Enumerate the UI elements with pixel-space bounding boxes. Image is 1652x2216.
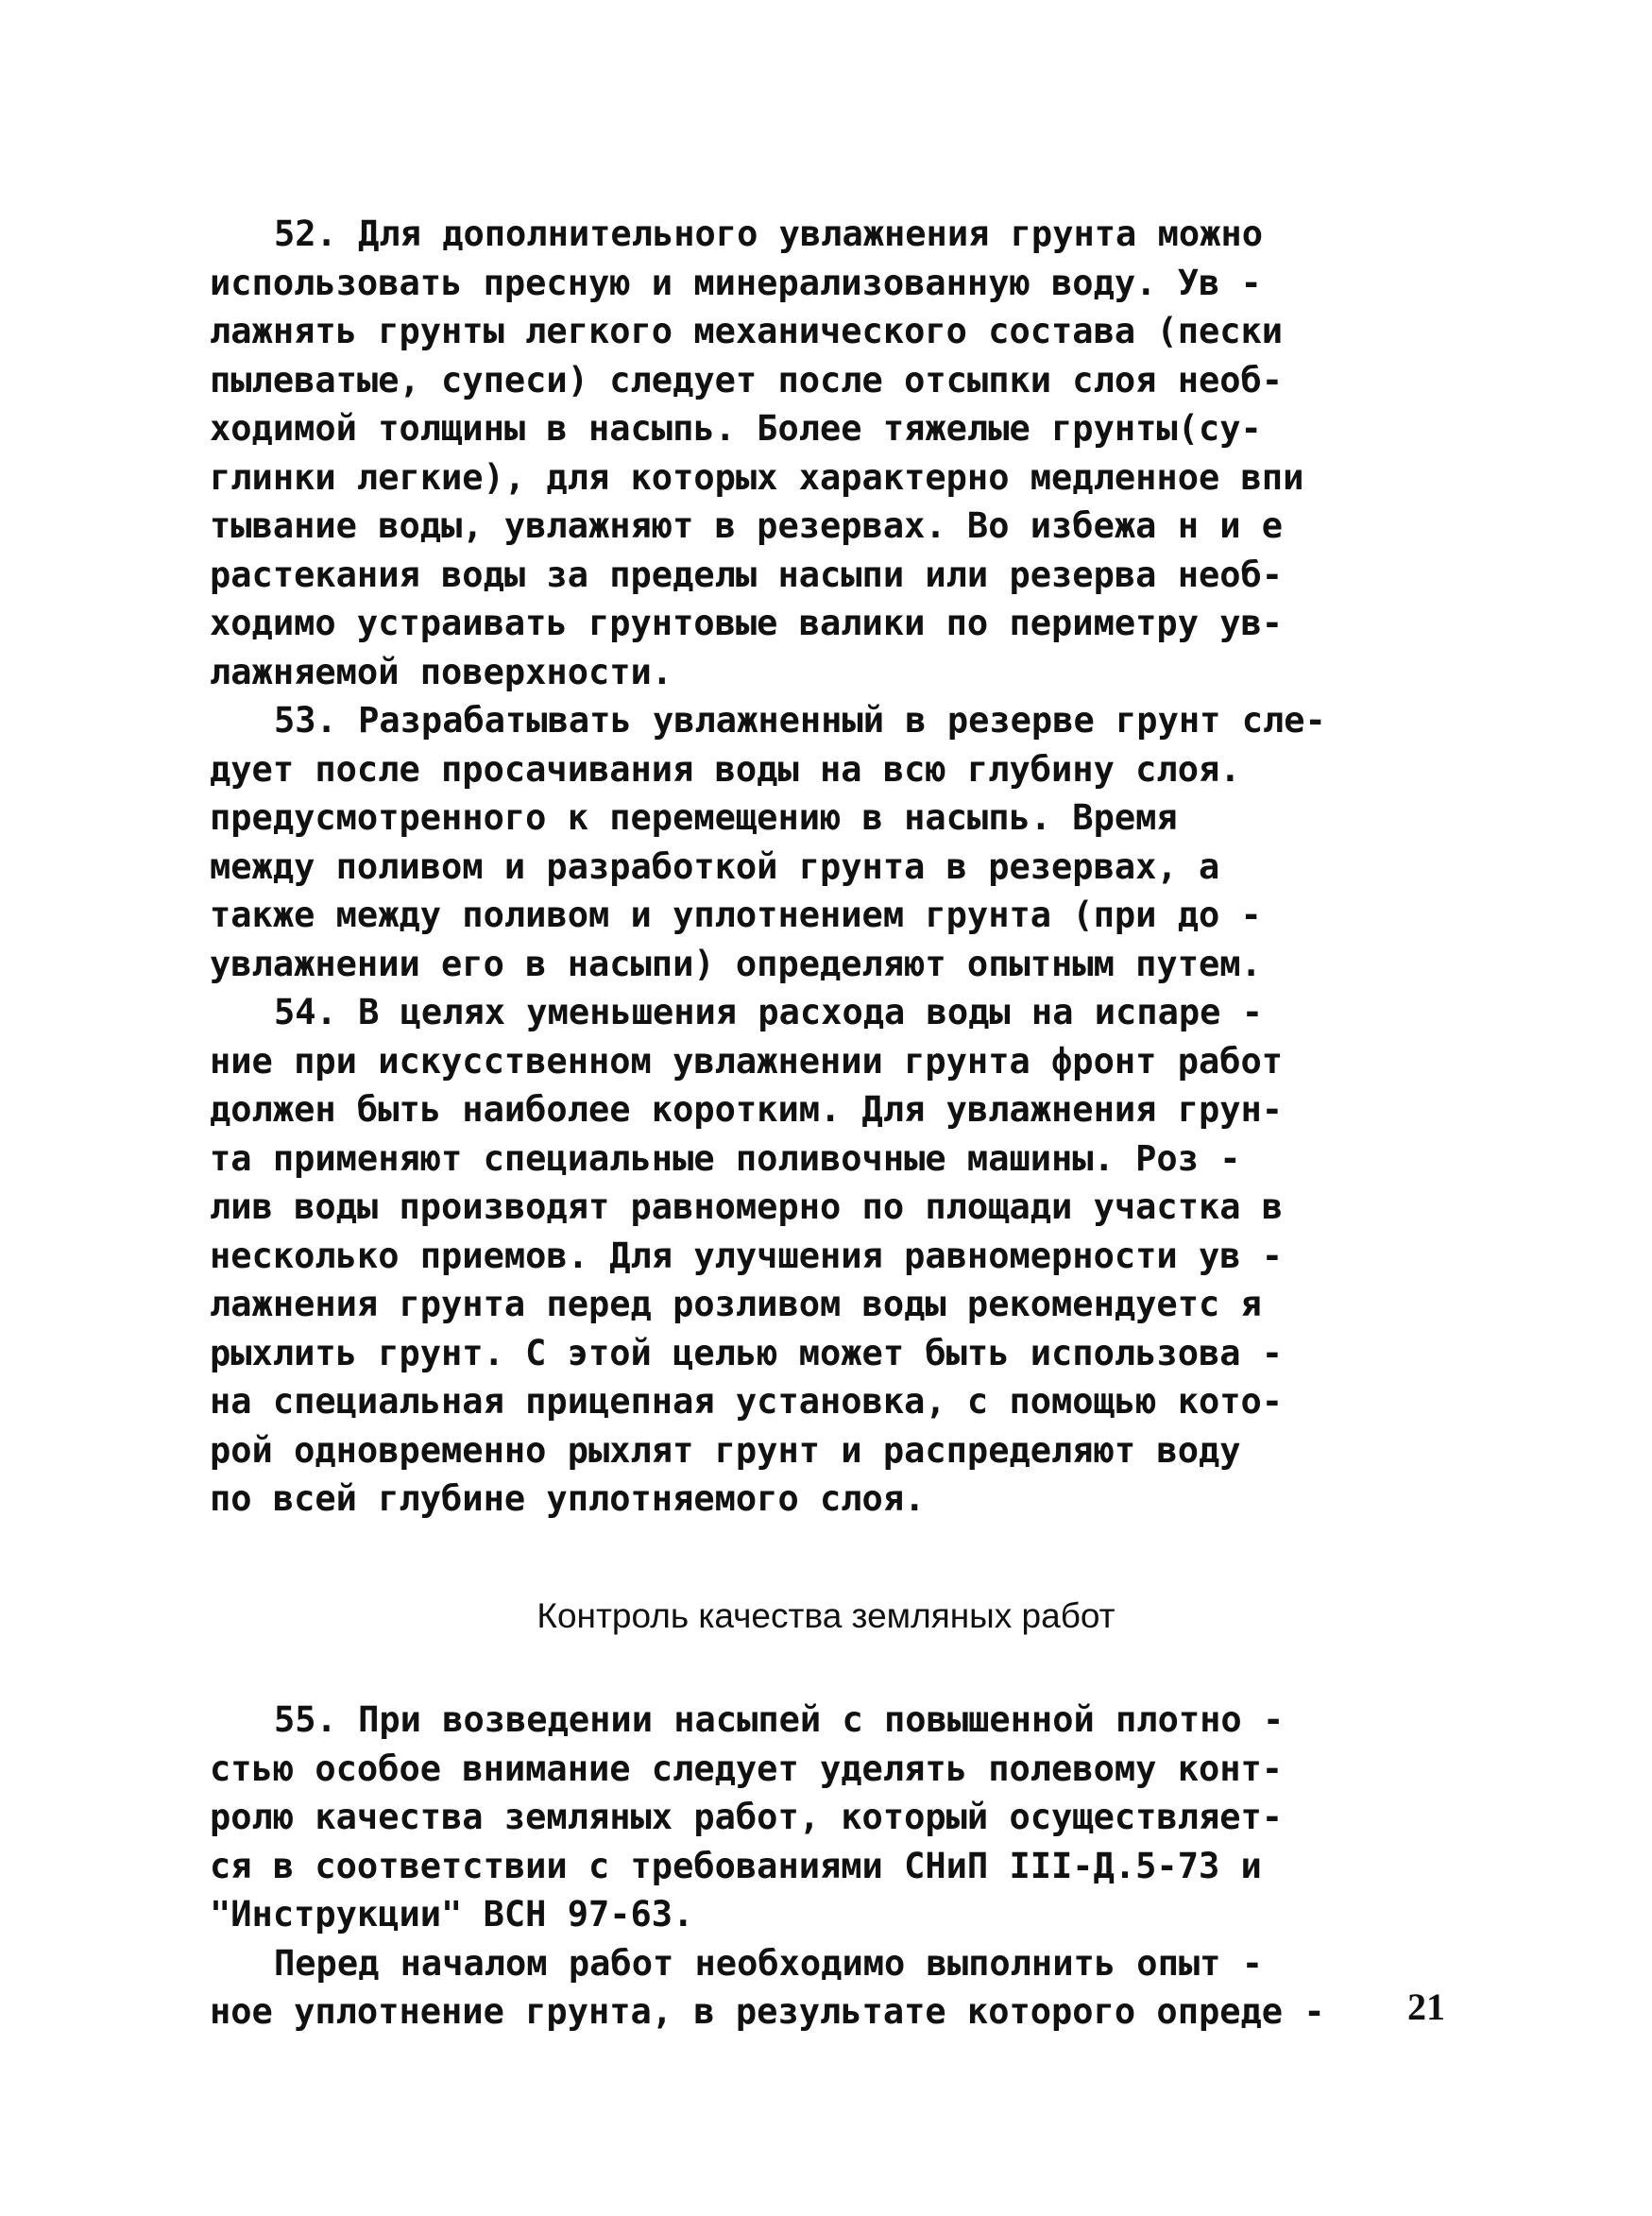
paragraph-53-line: также между поливом и уплотнением грунта (при до -: [210, 895, 1262, 935]
paragraph-54-line: та применяют специальные поливочные машины. Роз -: [210, 1137, 1241, 1179]
text-block-upper: [210, 210, 1428, 1524]
paragraph-52-line: ходимо устраивать грунтовые валики по периметру ув-: [210, 603, 1284, 643]
text-block-lower: [210, 1696, 1428, 2037]
paragraph-53-line: предусмотренного к перемещению в насыпь. Время: [210, 797, 1178, 838]
paragraph-54-line: лажнения грунта перед розливом воды рекомендуетс я: [210, 1284, 1262, 1324]
page-number: 21: [1407, 1986, 1445, 2028]
paragraph-55-line: "Инструкции" ВСН 97-63.: [210, 1894, 694, 1935]
paragraph-55-line: ролю качества земляных работ, который осуществляет-: [210, 1797, 1284, 1837]
paragraph-54-line: рыхлить грунт. С этой целью может быть использова -: [210, 1332, 1284, 1373]
paragraph-54-line: рой одновременно рыхлят грунт и распределяют воду: [210, 1429, 1241, 1471]
paragraph-52-line: глинки легкие), для которых характерно медленное впи: [210, 456, 1304, 498]
paragraph-next-line: ное уплотнение грунта, в результате которого опреде -: [210, 1991, 1325, 2032]
paragraph-52-line: лажняемой поверхности.: [210, 651, 673, 692]
paragraph-52-line: тывание воды, увлажняют в резервах. Во избежа н и е: [210, 505, 1284, 546]
section-heading: Контроль качества земляных работ: [536, 1596, 1116, 1635]
paragraph-54-line: ние при искусственном увлажнении грунта фронт работ: [210, 1040, 1284, 1082]
paragraph-55-line: ся в соответствии с требованиями СНиП III-Д.5-73 и: [210, 1845, 1262, 1886]
paragraph-52-line: растекания воды за пределы насыпи или резерва необ-: [210, 554, 1284, 595]
paragraph-54-line: несколько приемов. Для улучшения равномерности ув -: [210, 1235, 1284, 1276]
paragraph-52-line: лажнять грунты легкого механического состава (пески: [210, 311, 1284, 351]
paragraph-52-line: пылеватые, супеси) следует после отсыпки слоя необ-: [210, 359, 1284, 401]
paragraph-53-line: увлажнении его в насыпи) определяют опытным путем.: [210, 943, 1262, 984]
paragraph-54-line: 54. В целях уменьшения расхода воды на испаре -: [274, 992, 1263, 1032]
paragraph-55-line: 55. При возведении насыпей с повышенной плотно -: [274, 1699, 1285, 1740]
paragraph-52-line: 52. Для дополнительного увлажнения грунта можно: [274, 213, 1263, 254]
paragraph-53-line: между поливом и разработкой грунта в резервах, а: [210, 845, 1220, 887]
paragraph-next-line: Перед началом работ необходимо выполнить опыт -: [274, 1942, 1263, 1984]
paragraph-52-line: ходимой толщины в насыпь. Более тяжелые грунты(су-: [210, 408, 1262, 449]
paragraph-54-line: лив воды производят равномерно по площади участка в: [210, 1186, 1284, 1227]
paragraph-54-line: на специальная прицепная установка, с помощью кото-: [210, 1381, 1284, 1422]
paragraph-54-line: по всей глубине уплотняемого слоя.: [210, 1478, 926, 1519]
paragraph-53-line: 53. Разрабатывать увлажненный в резерве грунт сле-: [274, 700, 1326, 741]
paragraph-53-line: дует после просачивания воды на всю глубину слоя.: [210, 748, 1241, 790]
paragraph-54-line: должен быть наиболее коротким. Для увлажнения грун-: [210, 1089, 1284, 1130]
paragraph-55-line: стью особое внимание следует уделять полевому конт-: [210, 1747, 1284, 1789]
paragraph-52-line: использовать пресную и минерализованную воду. Ув -: [210, 262, 1262, 303]
